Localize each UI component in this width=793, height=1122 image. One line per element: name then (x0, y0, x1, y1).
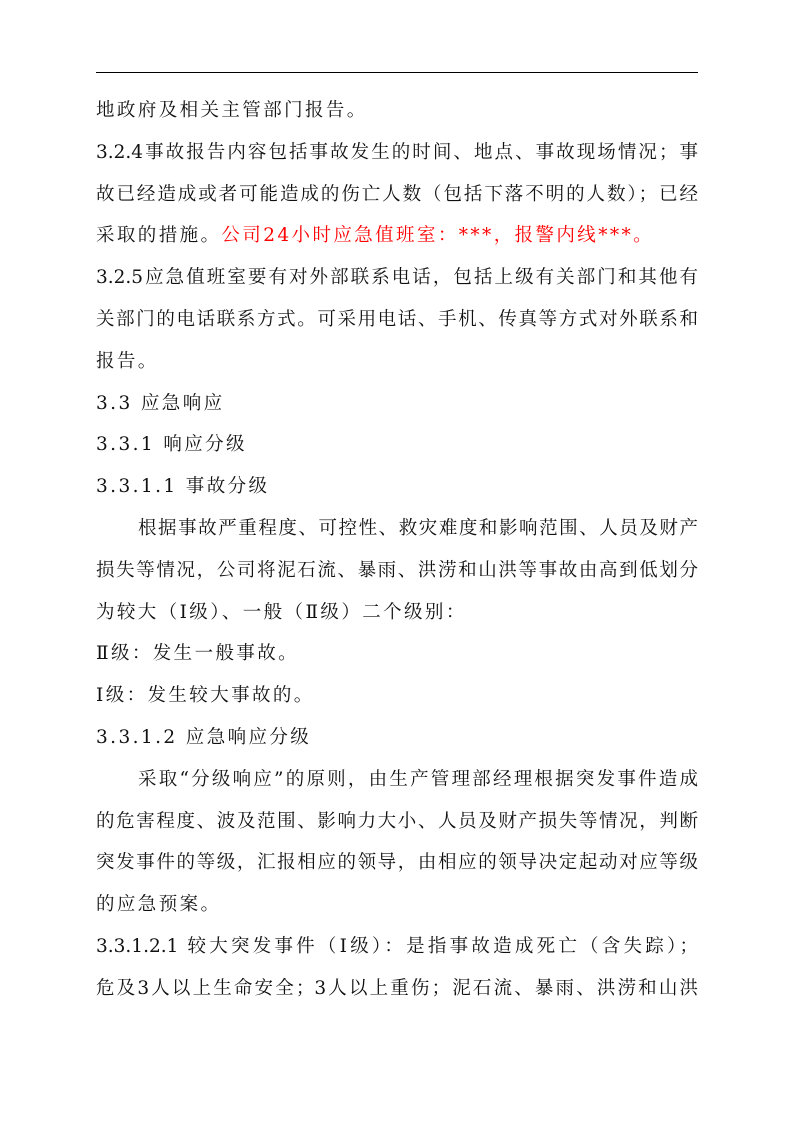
highlighted-contact-text: 公司24小时应急值班室：***，报警内线***。 (221, 225, 655, 247)
line-text: 3.3.1.2 应急响应分级 (96, 726, 312, 748)
text-line (96, 968, 698, 1010)
line-text: 损失等情况，公司将泥石流、暴雨、洪涝和山洪等事故由高到低划分 (96, 559, 698, 581)
text-line (96, 383, 698, 425)
document-body (96, 90, 698, 1010)
line-text: 危及3人以上生命安全；3人以上重伤；泥石流、暴雨、洪涝和山洪 (96, 977, 698, 999)
text-line (96, 341, 698, 383)
line-text: Ⅰ级：发生较大事故的。 (96, 685, 315, 707)
text-line (96, 759, 698, 801)
line-text: 关部门的电话联系方式。可采用电话、手机、传真等方式对外联系和 (96, 308, 698, 330)
text-line (96, 717, 698, 759)
text-line (96, 842, 698, 884)
line-text: 3.2.5应急值班室要有对外部联系电话，包括上级有关部门和其他有 (96, 267, 698, 289)
line-text: 3.3 应急响应 (96, 392, 225, 414)
text-line (96, 90, 698, 132)
line-text: 采取“分级响应”的原则，由生产管理部经理根据突发事件造成 (138, 768, 698, 790)
text-line (96, 884, 698, 926)
text-line (96, 926, 698, 968)
line-text: 3.2.4事故报告内容包括事故发生的时间、地点、事故现场情况；事 (96, 141, 698, 163)
line-text: 的危害程度、波及范围、影响力大小、人员及财产损失等情况，判断 (96, 810, 698, 832)
text-line (96, 466, 698, 508)
text-line (96, 424, 698, 466)
text-line (96, 550, 698, 592)
text-line (96, 299, 698, 341)
line-text: 报告。 (96, 350, 159, 372)
line-text: 为较大（Ⅰ级）、一般（Ⅱ级）二个级别： (96, 601, 467, 623)
line-text: 根据事故严重程度、可控性、救灾难度和影响范围、人员及财产 (138, 517, 698, 539)
text-line (96, 675, 698, 717)
text-line (96, 508, 698, 550)
line-text: 突发事件的等级，汇报相应的领导，由相应的领导决定起动对应等级 (96, 852, 698, 874)
line-text: 采取的措施。 (96, 225, 222, 247)
line-text: 地政府及相关主管部门报告。 (96, 100, 368, 121)
text-line (96, 132, 698, 174)
text-line (96, 257, 698, 299)
line-text: 3.3.1.1 事故分级 (96, 476, 270, 498)
text-line (96, 215, 698, 257)
line-text: Ⅱ级：发生一般事故。 (96, 643, 300, 665)
text-line (96, 633, 698, 675)
line-text: 3.3.1.2.1 较大突发事件（Ⅰ级）：是指事故造成死亡（含失踪）； (96, 935, 698, 957)
text-line (96, 801, 698, 843)
line-text: 的应急预案。 (96, 894, 222, 916)
header-rule (96, 72, 698, 73)
text-line (96, 174, 698, 216)
line-text: 3.3.1 响应分级 (96, 434, 247, 456)
line-text: 故已经造成或者可能造成的伤亡人数（包括下落不明的人数）；已经 (96, 183, 698, 205)
text-line (96, 592, 698, 634)
